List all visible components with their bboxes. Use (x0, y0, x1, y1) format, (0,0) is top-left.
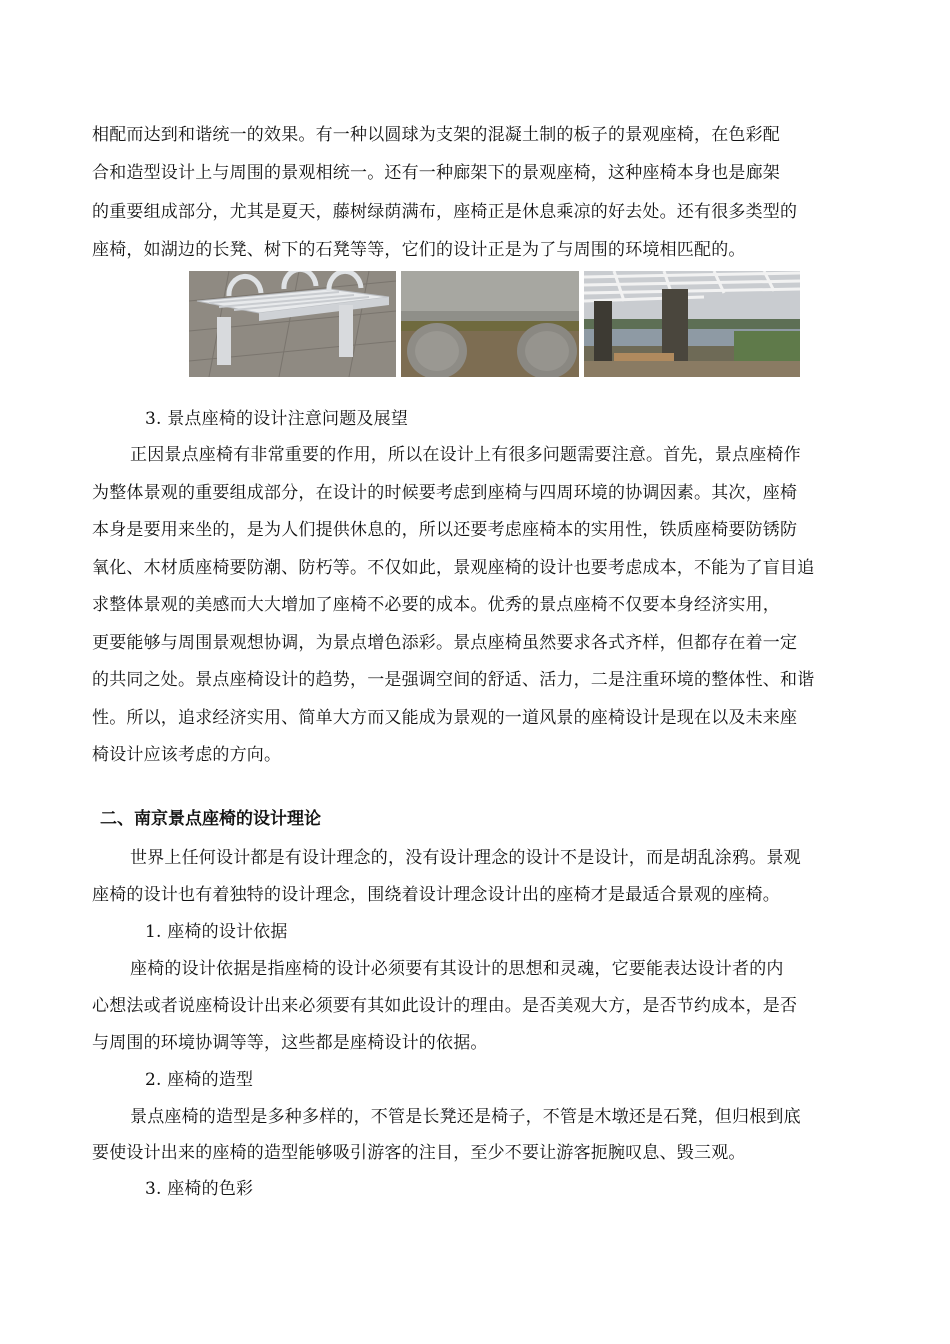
subsection-1-heading: 1. 座椅的设计依据 (145, 922, 288, 942)
section-3-line-5: 求整体景观的美感而大大增加了座椅不必要的成本。优秀的景点座椅不仅要本身经济实用， (92, 595, 780, 615)
intro-line-4: 座椅，如湖边的长凳、树下的石凳等等，它们的设计正是为了与周围的环境相匹配的。 (92, 240, 746, 260)
metal-bench-photo (189, 271, 396, 377)
subsection-1-line-3: 与周围的环境协调等等，这些都是座椅设计的依据。 (92, 1033, 488, 1053)
section-3-line-8: 性。所以，追求经济实用、简单大方而又能成为景观的一道风景的座椅设计是现在以及未来座 (92, 708, 798, 728)
intro-line-2: 合和造型设计上与周围的景观相统一。还有一种廊架下的景观座椅，这种座椅本身也是廊架 (92, 163, 780, 183)
subsection-2-line-2: 要使设计出来的座椅的造型能够吸引游客的注目，至少不要让游客扼腕叹息、毁三观。 (92, 1143, 746, 1163)
subsection-2-heading: 2. 座椅的造型 (145, 1070, 254, 1090)
pergola-bench-photo (584, 271, 800, 377)
subsection-1-line-1: 座椅的设计依据是指座椅的设计必须要有其设计的思想和灵魂，它要能表达设计者的内 (130, 959, 784, 979)
stone-bench-photo (401, 271, 579, 377)
section-3-line-6: 更要能够与周围景观想协调，为景点增色添彩。景点座椅虽然要求各式齐样，但都存在着一定 (92, 633, 798, 653)
intro-line-3: 的重要组成部分，尤其是夏天，藤树绿荫满布，座椅正是休息乘凉的好去处。还有很多类型的 (92, 202, 798, 222)
section-3-line-7: 的共同之处。景点座椅设计的趋势，一是强调空间的舒适、活力，二是注重环境的整体性、和谐 (92, 670, 815, 690)
section-3-heading: 3. 景点座椅的设计注意问题及展望 (145, 409, 409, 429)
section-3-line-2: 为整体景观的重要组成部分，在设计的时候要考虑到座椅与四周环境的协调因素。其次，座椅 (92, 483, 798, 503)
chapter-2-line-2: 座椅的设计也有着独特的设计理念，围绕着设计理念设计出的座椅才是最适合景观的座椅。 (92, 885, 780, 905)
bench-photos (189, 271, 800, 377)
intro-line-1: 相配而达到和谐统一的效果。有一种以圆球为支架的混凝土制的板子的景观座椅，在色彩配 (92, 125, 780, 145)
section-3-line-9: 椅设计应该考虑的方向。 (92, 745, 282, 765)
subsection-3-heading: 3. 座椅的色彩 (145, 1179, 254, 1199)
section-3-line-1: 正因景点座椅有非常重要的作用，所以在设计上有很多问题需要注意。首先，景点座椅作 (130, 445, 801, 465)
chapter-2-line-1: 世界上任何设计都是有设计理念的，没有设计理念的设计不是设计，而是胡乱涂鸦。景观 (130, 848, 801, 868)
section-3-line-4: 氧化、木材质座椅要防潮、防朽等。不仅如此，景观座椅的设计也要考虑成本，不能为了盲目追 (92, 558, 815, 578)
chapter-2-heading: 二、南京景点座椅的设计理论 (100, 809, 321, 829)
subsection-1-line-2: 心想法或者说座椅设计出来必须要有其如此设计的理由。是否美观大方，是否节约成本，是否 (92, 996, 798, 1016)
section-3-line-3: 本身是要用来坐的，是为人们提供休息的，所以还要考虑座椅本的实用性，铁质座椅要防锈防 (92, 520, 798, 540)
subsection-2-line-1: 景点座椅的造型是多种多样的，不管是长凳还是椅子，不管是木墩还是石凳，但归根到底 (130, 1107, 801, 1127)
